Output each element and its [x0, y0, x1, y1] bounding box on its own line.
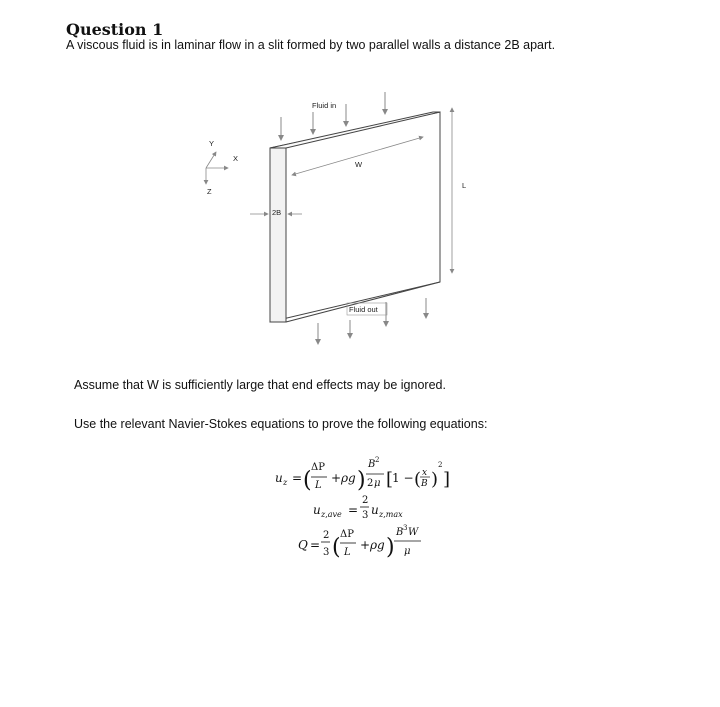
svg-text:μ: μ	[374, 478, 381, 489]
svg-text:B: B	[421, 479, 428, 489]
axis-y-label: Y	[209, 139, 215, 148]
fluid-out-label: Fluid out	[349, 305, 378, 314]
svg-text:1 −: 1 −	[392, 471, 414, 485]
svg-text:3: 3	[323, 547, 330, 558]
svg-text:ρg: ρg	[341, 471, 356, 485]
svg-text:W: W	[408, 527, 419, 538]
svg-text:[: [	[386, 469, 394, 490]
svg-text:B: B	[396, 527, 404, 538]
question-intro: A viscous fluid is in laminar flow in a slit formed by two parallel walls a distance 2B apart.	[66, 38, 556, 52]
eq1-lhs-sub: z	[283, 478, 288, 487]
svg-text:2: 2	[323, 530, 330, 541]
svg-text:): )	[431, 469, 439, 490]
svg-text:B: B	[368, 459, 376, 470]
axis-z-label: Z	[207, 187, 212, 196]
assumption-text: Assume that W is sufficiently large that end effects may be ignored.	[74, 378, 446, 392]
eq2-lhs-sub: z,ave	[321, 510, 342, 519]
svg-text:x: x	[422, 468, 428, 478]
width-label: W	[355, 160, 363, 169]
svg-text:+: +	[360, 538, 371, 552]
svg-text:=: =	[348, 503, 359, 517]
svg-text:ΔP: ΔP	[311, 462, 325, 473]
eq3-lhs: Q	[298, 538, 308, 552]
eq2-rhs-sub: z,max	[379, 510, 403, 519]
svg-text:(: (	[332, 535, 341, 560]
svg-text:ρg: ρg	[370, 538, 385, 552]
svg-text:u: u	[371, 503, 379, 517]
eq2-lhs: u	[313, 503, 321, 517]
equation-average-velocity	[313, 495, 403, 521]
equation-velocity-profile	[275, 456, 450, 493]
instruction-text: Use the relevant Navier-Stokes equations to prove the following equations:	[74, 417, 488, 431]
svg-text:=: =	[292, 471, 303, 485]
svg-text:μ: μ	[404, 546, 411, 557]
equation-flow-rate	[298, 524, 421, 560]
svg-text:2: 2	[367, 478, 374, 489]
length-label: L	[462, 181, 467, 190]
svg-text:3: 3	[403, 524, 408, 532]
svg-text:2: 2	[438, 461, 443, 469]
svg-text:ΔP: ΔP	[340, 529, 354, 540]
svg-text:3: 3	[362, 510, 369, 521]
svg-text:): )	[357, 468, 366, 493]
svg-text:2: 2	[375, 456, 380, 464]
question-title: Question 1	[66, 20, 164, 39]
svg-text:=: =	[310, 538, 321, 552]
svg-text:L: L	[344, 547, 351, 558]
svg-text:+: +	[331, 471, 342, 485]
svg-text:]: ]	[443, 469, 451, 490]
axis-x-label: X	[233, 154, 239, 163]
svg-text:L: L	[315, 480, 322, 491]
eq1-lhs: u	[275, 471, 283, 485]
fluid-in-label: Fluid in	[312, 101, 337, 110]
gap-label: 2B	[272, 208, 282, 217]
svg-text:(: (	[303, 468, 312, 493]
svg-text:2: 2	[362, 495, 369, 506]
svg-text:(: (	[414, 469, 422, 490]
svg-text:): )	[386, 535, 395, 560]
